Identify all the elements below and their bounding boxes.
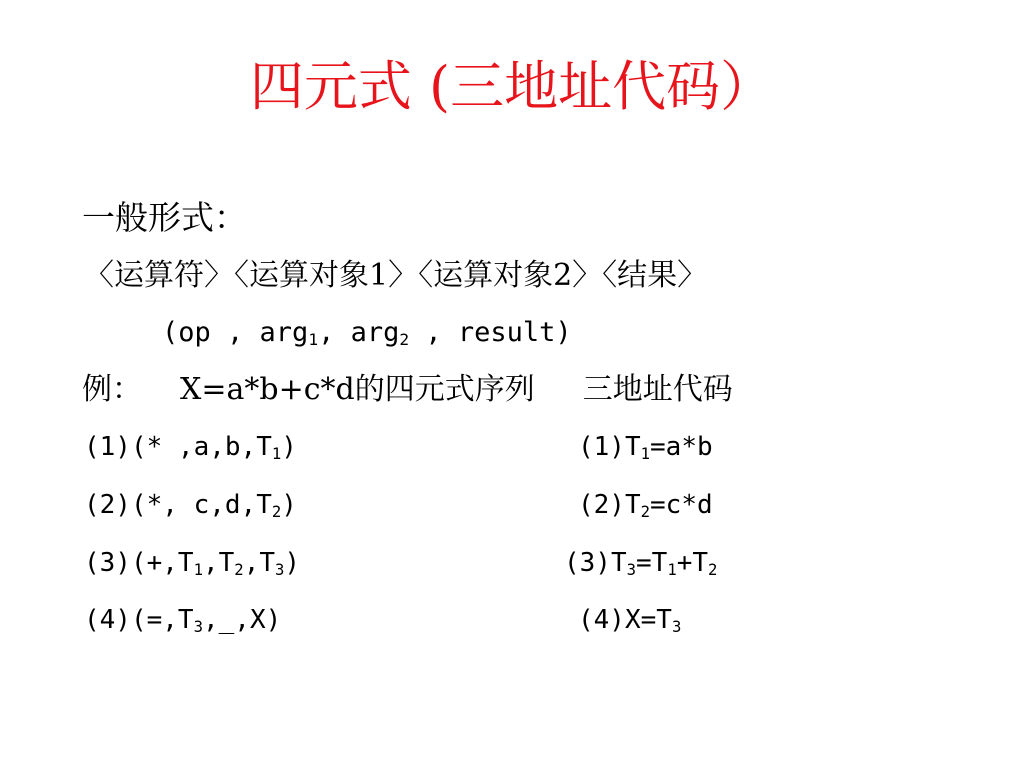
tac-number: (3) [564, 548, 611, 578]
quadruple-body: (* ,a,b,T [130, 432, 272, 462]
args-mid: , arg [318, 317, 400, 348]
example-tac-label: 三地址代码 [582, 372, 733, 407]
tac-lhs: T [610, 548, 627, 578]
quadruple-row-1 [84, 427, 297, 467]
quadruple-body: (=,T [130, 605, 194, 635]
tac-eq: =T [636, 548, 668, 578]
three-address-row-2 [578, 485, 713, 525]
quadruple-subscript: 3 [275, 560, 285, 579]
tac-subscript: 2 [708, 560, 718, 579]
tac-lhs: T [624, 490, 641, 520]
quadruple-subscript: 2 [234, 560, 244, 579]
quadruple-number: (3) [84, 548, 131, 578]
example-label: 例： [82, 372, 142, 407]
quadruple-mid: ,T [243, 548, 275, 578]
tac-subscript: 3 [626, 560, 637, 579]
tac-subscript: 2 [640, 502, 651, 521]
quadruple-body: (*, c,d,T [130, 490, 272, 520]
three-address-row-1 [578, 427, 713, 467]
args-close: , result) [409, 317, 572, 348]
quadruple-end: ) [284, 548, 301, 578]
quadruple-row-3 [84, 543, 300, 583]
args-open: (op , arg [162, 317, 309, 348]
quadruple-end: ) [281, 490, 297, 520]
quadruple-subscript: 1 [271, 444, 282, 463]
tac-subscript: 1 [667, 560, 677, 579]
example-line [82, 370, 733, 410]
general-form-args-line [162, 313, 572, 353]
three-address-row-4 [578, 600, 681, 640]
quadruple-number: (4) [84, 605, 131, 635]
quadruple-number: (1) [84, 432, 131, 462]
quadruple-number: (2) [84, 490, 131, 520]
tac-number: (2) [578, 490, 625, 520]
tac-number: (1) [578, 432, 625, 462]
general-form-heading: 一般形式： [82, 198, 247, 237]
tac-plus: +T [676, 548, 709, 578]
quadruple-row-2 [84, 485, 297, 525]
tac-lhs: T [624, 432, 641, 462]
tac-rhs: =a*b [650, 432, 713, 462]
slide-title: 四元式 (三地址代码） [249, 55, 775, 118]
quadruple-mid: ,T [202, 548, 235, 578]
tac-rhs: =c*d [650, 490, 713, 520]
quadruple-end: ,_,X) [202, 605, 282, 635]
quadruple-subscript: 3 [193, 617, 203, 636]
tac-lhs: X=T [624, 605, 672, 635]
quadruple-subscript: 1 [193, 560, 203, 579]
args-sub-1: 1 [308, 330, 319, 350]
tac-subscript: 1 [640, 444, 651, 463]
general-form-format-line: 〈运算符〉〈运算对象1〉〈运算对象2〉〈结果〉 [84, 258, 708, 293]
quadruple-body: (+,T [130, 548, 194, 578]
quadruple-end: ) [281, 432, 297, 462]
tac-subscript: 3 [671, 617, 682, 636]
quadruple-row-4 [84, 600, 281, 640]
args-sub-2: 2 [399, 330, 410, 350]
three-address-row-3 [564, 543, 717, 583]
quadruple-subscript: 2 [271, 502, 282, 521]
example-expression: X=a*b+c*d的四元式序列 [180, 372, 535, 407]
tac-number: (4) [578, 605, 625, 635]
